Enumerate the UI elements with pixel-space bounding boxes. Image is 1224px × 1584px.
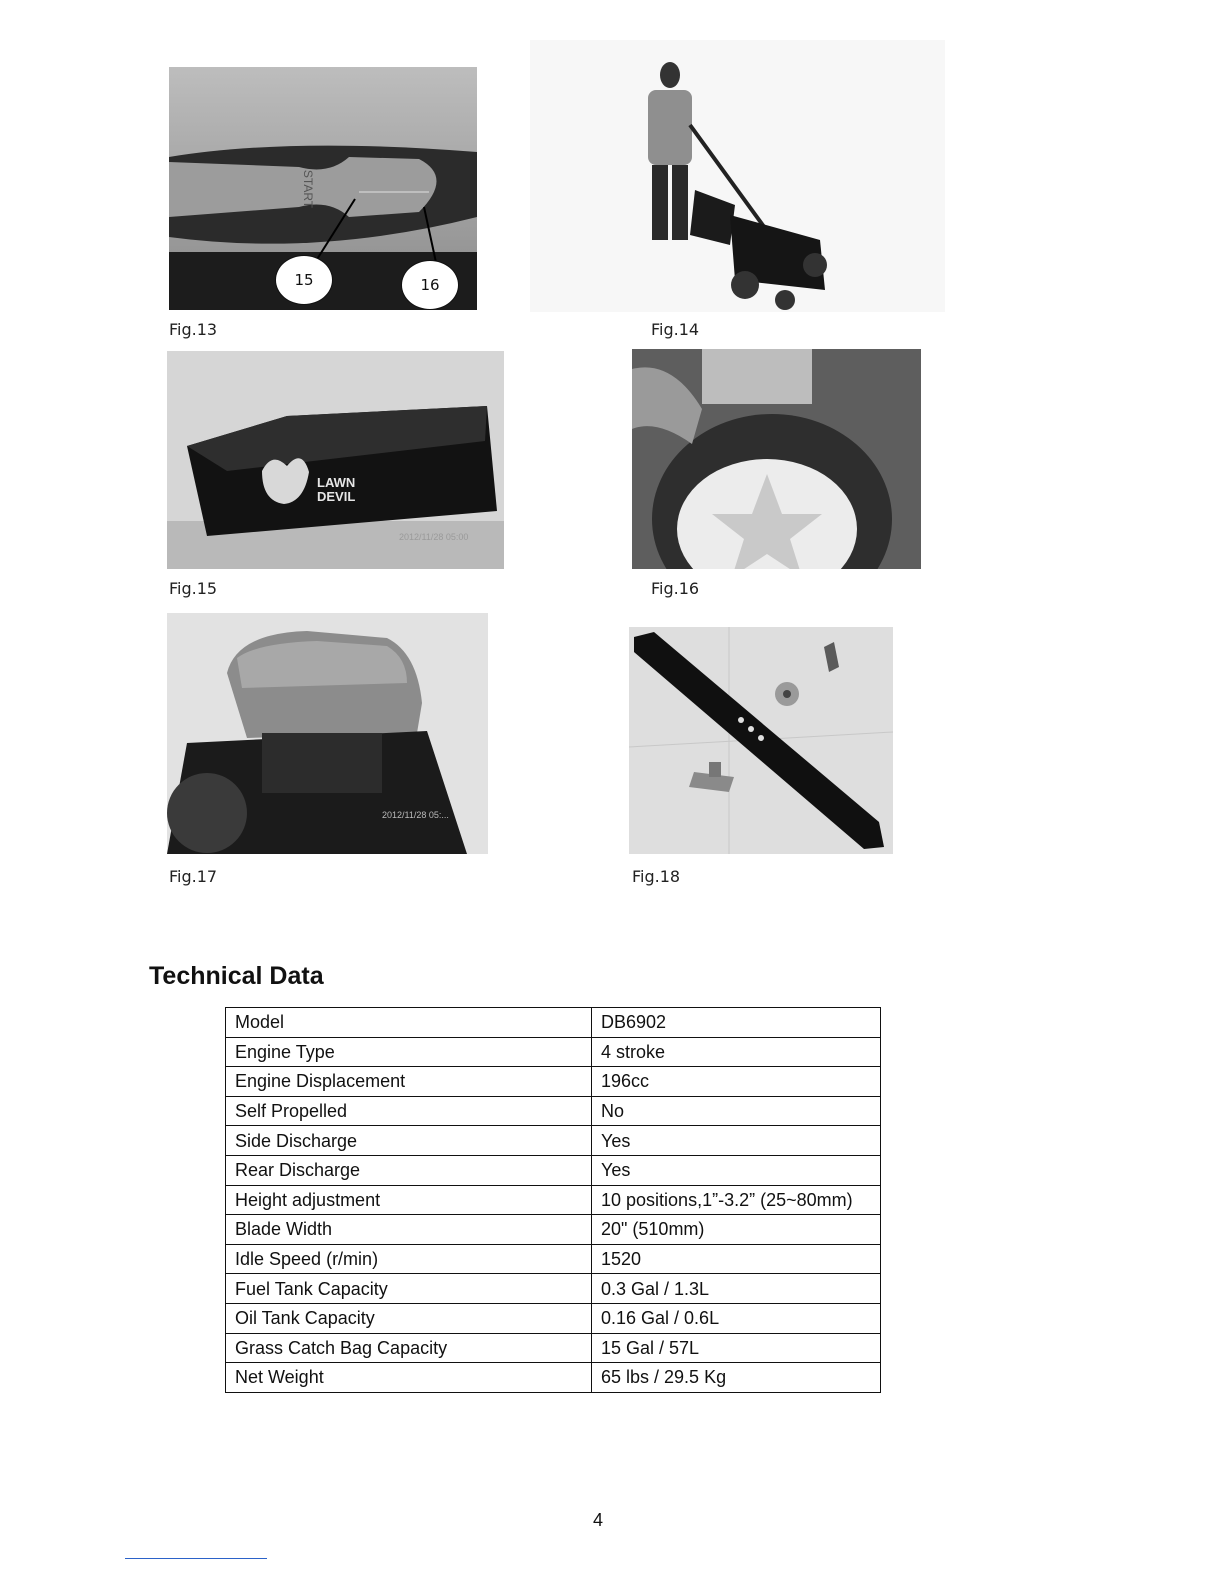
table-row xyxy=(226,1363,881,1393)
lawn-devil-logo: LAWN DEVIL xyxy=(317,475,356,504)
fig14-caption: Fig.14 xyxy=(651,320,700,339)
table-row xyxy=(226,1333,881,1363)
spec-label: Grass Catch Bag Capacity xyxy=(226,1333,592,1363)
table-row xyxy=(226,1037,881,1067)
technical-data-table xyxy=(225,1007,881,1393)
fig17-caption: Fig.17 xyxy=(169,867,218,886)
fig13-caption: Fig.13 xyxy=(169,320,218,339)
spec-value: 20" (510mm) xyxy=(592,1215,881,1245)
spec-label: Net Weight xyxy=(226,1363,592,1393)
fig16-caption: Fig.16 xyxy=(651,579,700,598)
fig14-photo xyxy=(530,40,945,312)
callout-15: 15 xyxy=(275,255,333,305)
table-row xyxy=(226,1244,881,1274)
spec-value: 10 positions,1”-3.2” (25~80mm) xyxy=(592,1185,881,1215)
spec-value: 15 Gal / 57L xyxy=(592,1333,881,1363)
spec-value: Yes xyxy=(592,1126,881,1156)
fig15-timestamp: 2012/11/28 05:00 xyxy=(399,532,469,542)
spec-label: Height adjustment xyxy=(226,1185,592,1215)
spec-value: 0.16 Gal / 0.6L xyxy=(592,1303,881,1333)
spec-label: Engine Displacement xyxy=(226,1067,592,1097)
technical-data-heading: Technical Data xyxy=(149,962,324,990)
spec-value: DB6902 xyxy=(592,1008,881,1038)
footnote-divider xyxy=(125,1558,267,1559)
spec-value: 65 lbs / 29.5 Kg xyxy=(592,1363,881,1393)
callout-16: 16 xyxy=(401,260,459,310)
spec-value: No xyxy=(592,1096,881,1126)
spec-label: Rear Discharge xyxy=(226,1155,592,1185)
table-row xyxy=(226,1303,881,1333)
table-row xyxy=(226,1067,881,1097)
table-row xyxy=(226,1155,881,1185)
spec-label: Idle Speed (r/min) xyxy=(226,1244,592,1274)
spec-label: Self Propelled xyxy=(226,1096,592,1126)
table-row xyxy=(226,1096,881,1126)
page-number: 4 xyxy=(592,1510,603,1530)
spec-value: 4 stroke xyxy=(592,1037,881,1067)
spec-label: Blade Width xyxy=(226,1215,592,1245)
fig15-photo xyxy=(167,351,504,569)
fig17-timestamp: 2012/11/28 05:... xyxy=(382,810,449,820)
spec-value: 1520 xyxy=(592,1244,881,1274)
spec-value: Yes xyxy=(592,1155,881,1185)
table-row xyxy=(226,1126,881,1156)
table-row xyxy=(226,1215,881,1245)
fig17-photo xyxy=(167,613,488,854)
spec-value: 0.3 Gal / 1.3L xyxy=(592,1274,881,1304)
spec-label: Model xyxy=(226,1008,592,1038)
spec-label: Oil Tank Capacity xyxy=(226,1303,592,1333)
fig18-caption: Fig.18 xyxy=(632,867,681,886)
spec-label: Side Discharge xyxy=(226,1126,592,1156)
spec-label: Engine Type xyxy=(226,1037,592,1067)
fig18-photo xyxy=(629,627,893,854)
fig16-photo xyxy=(632,349,921,569)
table-row xyxy=(226,1185,881,1215)
table-row xyxy=(226,1274,881,1304)
spec-label: Fuel Tank Capacity xyxy=(226,1274,592,1304)
start-stamp: START xyxy=(301,169,316,209)
table-row xyxy=(226,1008,881,1038)
spec-value: 196cc xyxy=(592,1067,881,1097)
fig15-caption: Fig.15 xyxy=(169,579,218,598)
